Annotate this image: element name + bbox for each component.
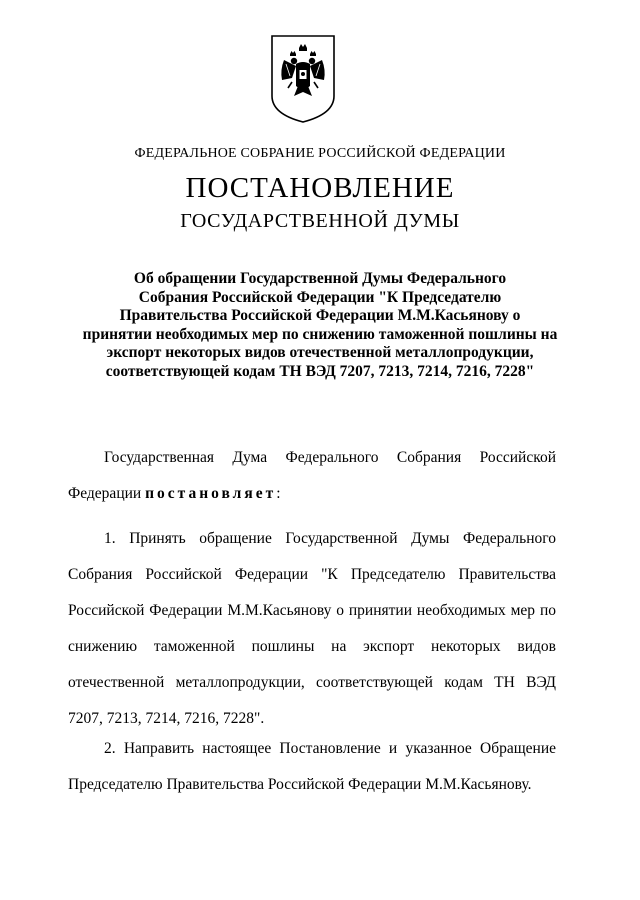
coat-of-arms-icon [270, 34, 336, 124]
preamble-text: Государственная Дума Федерального Собрания Российской Федерации [68, 449, 556, 502]
preamble-colon: : [276, 485, 281, 502]
subject-line: принятии необходимых мер по снижению таможенной пошлины на [82, 325, 558, 343]
subject-line: Собрания Российской Федерации "К Председателю [138, 288, 502, 306]
issuing-body: ФЕДЕРАЛЬНОЕ СОБРАНИЕ РОССИЙСКОЙ ФЕДЕРАЦИИ [134, 146, 506, 161]
subject-line: Об обращении Государственной Думы Федерального [133, 270, 507, 287]
document-authority: ГОСУДАРСТВЕННОЙ ДУМЫ [180, 210, 460, 232]
resolution-item-1: 1. Принять обращение Государственной Думы Федерального Собрания Российской Федерации "К Председателю Правительства Российской Федерации М.М.Касьянову о принятии необходимых мер по снижению таможенной пошлины на экспорт некоторых видов отечественной металлопродукции, соответствующей кодам ТН ВЭД 7207, 7213, 7214, 7216, 7228". [68, 530, 556, 727]
document-type-title: ПОСТАНОВЛЕНИЕ [185, 172, 455, 204]
resolution-subject [80, 270, 560, 381]
operative-verb: постановляет [145, 485, 277, 502]
subject-line: соответствующей кодам ТН ВЭД 7207, 7213, 7214, 7216, 7228" [105, 362, 535, 380]
resolution-preamble [68, 440, 556, 512]
subject-line: Правительства Российской Федерации М.М.Касьянову о [119, 307, 521, 324]
resolution-item-2: 2. Направить настоящее Постановление и указанное Обращение Председателю Правительства Российской Федерации М.М.Касьянову. [68, 740, 556, 793]
subject-line: экспорт некоторых видов отечественной металлопродукции, [106, 344, 534, 361]
